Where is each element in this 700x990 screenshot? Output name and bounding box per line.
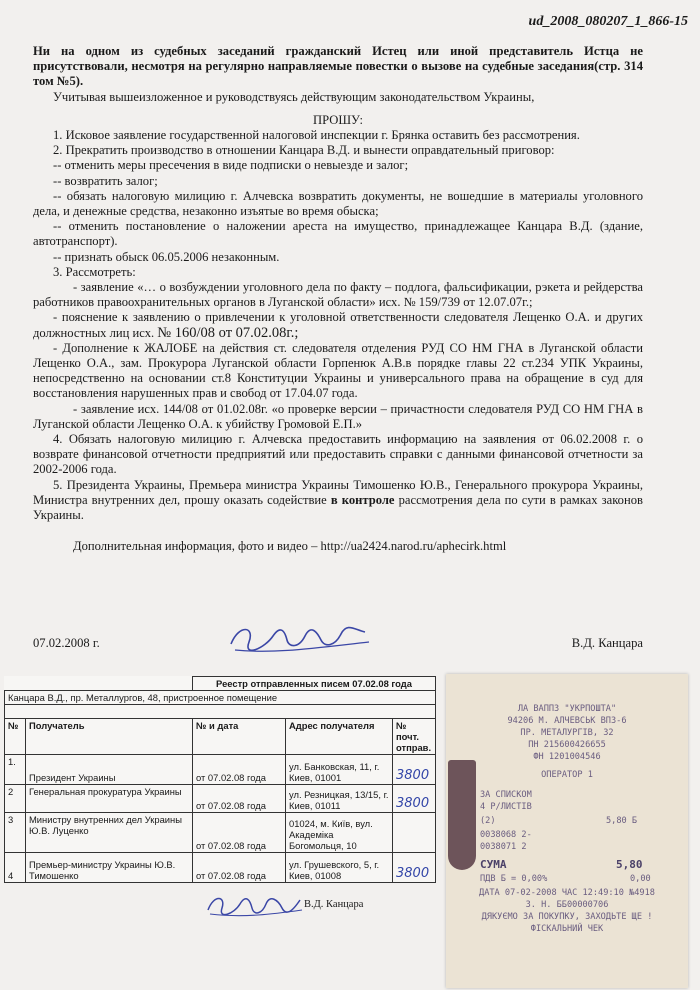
register-spacer [5, 705, 436, 719]
register-signer: В.Д. Канцара [304, 899, 364, 910]
request-item-5 [33, 478, 643, 524]
receipt-vat-value: 0,00 [630, 874, 651, 884]
table-row [5, 755, 436, 785]
receipt-vat-label: ПДВ Б = 0,00% [480, 874, 548, 884]
row-address: ул. Резницкая, 13/15, г. Киев, 01011 [286, 785, 393, 813]
register-blank [5, 677, 193, 691]
signature-image [225, 618, 375, 660]
request-item-2d: -- отменить постановление о наложении ареста на имущество, принадлежащее Канцара В.Д. (здание, автотранспорт). [33, 219, 643, 249]
receipt-office: 94206 М. АЛЧЕВСЬК ВПЗ-6 [507, 716, 627, 726]
request-item-3c: - Дополнение к ЖАЛОБЕ на действия ст. следователя отделения РУД СО НМ ГНА в Луганской области Лещенко О.А., зам. Прокурора Луганской области Горпенюк А.В.в порядке главы 22 ст.234 УПК Украины, непосредственно на основании ст.8 Конституции Украины и универсального права на обращение в суд для восстановления нарушенных прав и свобод от 17.04.07 года. [33, 340, 643, 401]
receipt-operator: ОПЕРАТОР 1 [541, 770, 593, 780]
request-item-5-bold: в контроле [330, 492, 395, 507]
header-recipient: Получатель [26, 719, 193, 755]
table-row [5, 853, 436, 883]
header-postal-number: № почт. отправ. [393, 719, 436, 755]
paragraph-absence: Ни на одном из судебных заседаний гражданский Истец или иной представитель Истца не присутствовали, несмотря на регулярно направляемые повестки о вызове на судебные заседания(стр. 314 том №5). [33, 44, 643, 89]
request-item-2b: -- возвратить залог; [53, 173, 158, 188]
receipt-fiscal-id: ФН 1201004546 [533, 752, 601, 762]
receipt-code-2: 0038071 2 [480, 842, 527, 852]
row-postal-number [393, 813, 436, 853]
request-item-3b [33, 310, 643, 340]
table-row [5, 785, 436, 813]
receipt-datetime: ДАТА 07-02-2008 ЧАС 12:49:10 №4918 [479, 888, 655, 898]
row-recipient: Генеральная прокуратура Украины [26, 785, 193, 813]
row-address: ул. Грушевского, 5, г. Киев, 01008 [286, 853, 393, 883]
register-signature-image [204, 890, 304, 920]
header-address: Адрес получателя [286, 719, 393, 755]
header-number: № [5, 719, 26, 755]
request-item-3b-text: - пояснение к заявлению о привлечении к уголовной ответственности следователя Лещенко О.А. и других должностных лиц исх. [33, 310, 643, 340]
row-date: от 07.02.08 года [193, 813, 286, 853]
request-item-3b-ref: № 160/08 от 07.02.08г.; [157, 324, 299, 341]
receipt-sum-label: СУМА [480, 858, 507, 871]
register-title: Реестр отправленных писем 07.02.08 года [193, 677, 436, 691]
request-item-4: 4. Обязать налоговую милицию г. Алчевска предоставить информацию на заявления от 06.02.2008 г. о возврате финансовой отчетности предприятий или предоставить справки с данными финансовой отчетности за 2002-2006 года. [33, 432, 643, 477]
row-number: 3 [5, 813, 26, 853]
row-postal-number: 3800 [393, 785, 436, 813]
row-recipient: Министру внутренних дел Украины Ю.В. Луценко [26, 813, 193, 853]
additional-info: Дополнительная информация, фото и видео – http://ua2424.narod.ru/aphecirk.html [73, 539, 507, 554]
table-row [5, 813, 436, 853]
receipt-by-list: ЗА СПИСКОМ [480, 790, 532, 800]
letter-body [33, 44, 643, 555]
receipt-org: ЛА ВАППЗ "УКРПОШТА" [517, 704, 617, 714]
letter-signer: В.Д. Канцара [571, 636, 643, 650]
request-item-3a: - заявление «… о возбуждении уголовного дела по факту – подлога, фальсификации, рэкета и рейдерства работников правоохранительных органов в Луганской области» исх. № 159/739 от 12.07.07г.; [33, 280, 643, 310]
request-item-5-text: 5. Президента Украины, Премьера министра Украины Тимошенко Ю.В., Генерального прокурора Украины, Министра внутренних дел, прошу оказать содействие [33, 477, 643, 507]
row-postal-number: 3800 [393, 853, 436, 883]
receipt-sum-value: 5,80 [616, 858, 643, 871]
receipt-fiscal-label: ФІСКАЛЬНИЙ ЧЕК [530, 924, 604, 934]
row-date: от 07.02.08 года [193, 755, 286, 785]
row-recipient: Президент Украины [26, 755, 193, 785]
row-postal-number: 3800 [393, 755, 436, 785]
header-date: № и дата [193, 719, 286, 755]
row-address: ул. Банковская, 11, г. Киев, 01001 [286, 755, 393, 785]
receipt-tax-id: ПН 215600426655 [528, 740, 606, 750]
request-item-2: 2. Прекратить производство в отношении Канцара В.Д. и вынести оправдательный приговор: [53, 143, 555, 158]
receipt-serial: З. Н. ББ00000706 [525, 900, 609, 910]
receipt-letters-count: 4 Р/ЛИСТІВ [480, 802, 532, 812]
row-address: 01024, м. Київ, вул. Академіка Богомольця, 10 [286, 813, 393, 853]
row-date: от 07.02.08 года [193, 853, 286, 883]
row-number: 1. [5, 755, 26, 785]
register-table [4, 676, 436, 883]
receipt-code-1: 0038068 2- [480, 830, 532, 840]
receipt-qty: (2) [480, 816, 496, 826]
ink-stain [448, 760, 476, 870]
receipt-line-amount: 5,80 Б [606, 816, 638, 826]
request-item-3d: - заявление исх. 144/08 от 01.02.08г. «о проверке версии – причастности следователя РУД СО НМ ГНА в Луганской области Лещенко О.А. к убийству Громовой Е.П.» [33, 401, 643, 431]
row-date: от 07.02.08 года [193, 785, 286, 813]
document-id: ud_2008_080207_1_866-15 [528, 14, 688, 29]
mail-register [4, 676, 436, 916]
request-item-5-end: рассмотрения дела по сути в рамках законов Украины. [33, 492, 643, 523]
request-item-2a: -- отменить меры пресечения в виде подписки о невыезде и залог; [53, 158, 409, 173]
receipt-address: ПР. МЕТАЛУРГІВ, 32 [520, 728, 614, 738]
register-sender: Канцара В.Д., пр. Металлургов, 48, пристроенное помещение [5, 691, 436, 705]
row-number: 2 [5, 785, 26, 813]
receipt-thanks: ДЯКУЄМО ЗА ПОКУПКУ, ЗАХОДЬТЕ ЩЕ ! [481, 912, 653, 922]
fiscal-receipt [446, 674, 688, 988]
request-heading: ПРОШУ: [313, 112, 363, 127]
request-item-1: 1. Исковое заявление государственной налоговой инспекции г. Брянка оставить без рассмотрения. [53, 128, 580, 143]
letter-date: 07.02.2008 г. [33, 636, 100, 650]
row-recipient: Премьер-министру Украины Ю.В. Тимошенко [26, 853, 193, 883]
request-item-2c: -- обязать налоговую милицию г. Алчевска возвратить документы, не вошедшие в материалы уголовного дела, и денежные средства, незаконно изъятые во время обыска; [33, 188, 643, 219]
request-item-3: 3. Рассмотреть: [53, 264, 136, 279]
row-number: 4 [5, 853, 26, 883]
paragraph-considering: Учитывая вышеизложенное и руководствуясь действующим законодательством Украины, [53, 89, 535, 104]
request-item-2e: -- признать обыск 06.05.2006 незаконным. [53, 249, 280, 264]
